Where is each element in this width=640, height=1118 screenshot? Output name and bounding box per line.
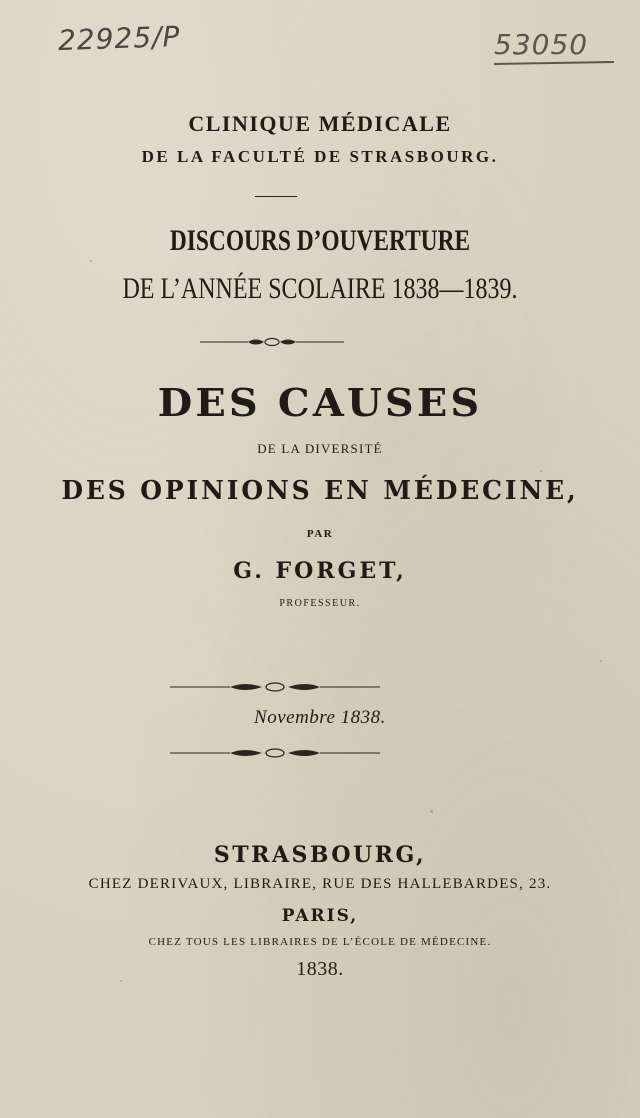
paper-speck — [120, 980, 122, 982]
imprint-city-strasbourg: STRASBOURG, — [213, 842, 427, 868]
faculty-heading: DE LA FACULTÉ DE STRASBOURG. — [141, 147, 499, 166]
main-title: DES CAUSES — [157, 380, 483, 425]
handwritten-shelfmark: 22925/P — [57, 19, 181, 58]
short-rule — [255, 196, 297, 197]
paper-speck — [90, 260, 92, 262]
academic-year-line: DE L’ANNÉE SCOLAIRE 1838—1839. — [122, 272, 518, 305]
paper-speck — [600, 660, 602, 662]
by-label: PAR — [306, 528, 334, 540]
paper-speck — [430, 810, 433, 813]
handwritten-inventory-number: 53050 — [494, 28, 589, 61]
title-continuation: DES OPINIONS EN MÉDECINE, — [61, 476, 579, 506]
ornament-rule-bottom — [170, 745, 380, 761]
ornament-rule-top — [200, 334, 344, 350]
date-line: Novembre 1838. — [254, 707, 386, 728]
subtitle-line: DE LA DIVERSITÉ — [257, 441, 383, 456]
discours-heading: DISCOURS D’OUVERTURE — [169, 224, 471, 257]
paper-speck — [540, 470, 542, 472]
imprint-year: 1838. — [296, 958, 344, 980]
imprint-city-paris: PARIS, — [281, 906, 359, 926]
author-name: G. FORGET, — [233, 558, 407, 584]
ornament-rule-middle — [170, 679, 380, 695]
imprint-publisher-paris: CHEZ TOUS LES LIBRAIRES DE L’ÉCOLE DE MÉDECINE. — [148, 936, 492, 948]
institution-heading: CLINIQUE MÉDICALE — [188, 111, 452, 136]
author-role: PROFESSEUR. — [279, 598, 361, 609]
inventory-underline — [494, 61, 614, 65]
imprint-publisher-strasbourg: CHEZ DERIVAUX, LIBRAIRE, RUE DES HALLEBARDES, 23. — [88, 876, 552, 892]
